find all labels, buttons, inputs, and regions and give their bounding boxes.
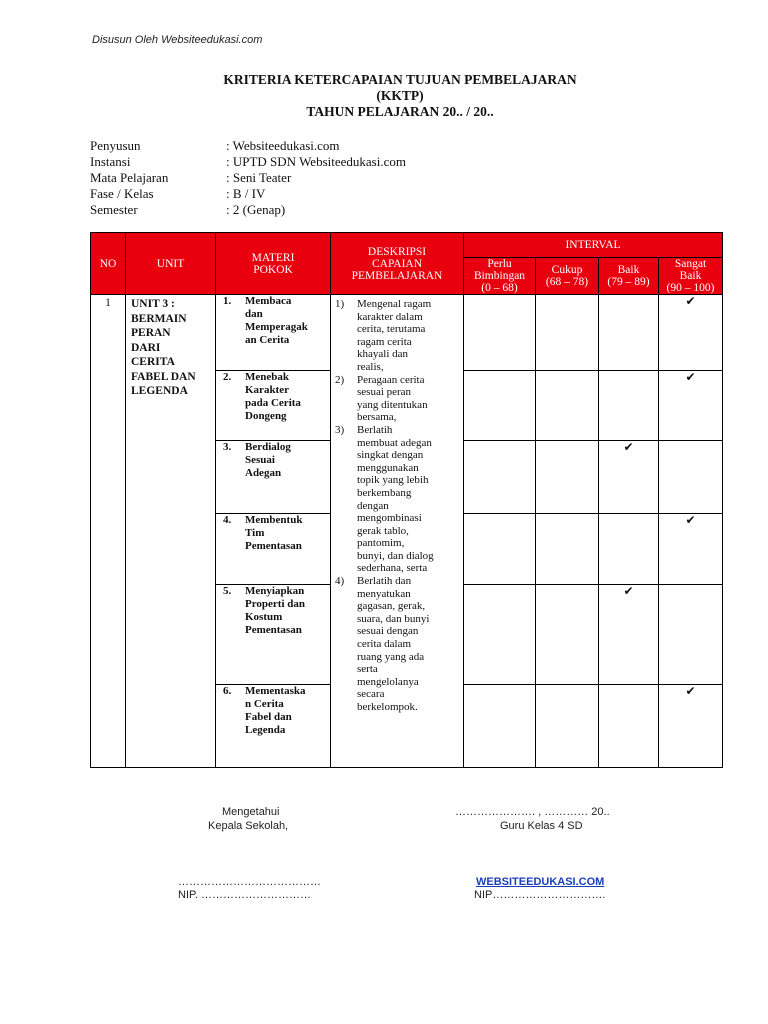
cell-baik: [599, 685, 659, 768]
deskripsi-line: menggunakan: [357, 461, 419, 474]
cell-perlu-bimbingan: [464, 514, 536, 585]
materi-number: 2.: [223, 371, 232, 383]
materi-item: [216, 295, 330, 347]
unit-line: BERMAIN: [131, 312, 187, 325]
materi-item: [216, 585, 330, 637]
title-line-3: TAHUN PELAJARAN 20.. / 20..: [306, 104, 494, 119]
materi-item: [216, 441, 330, 480]
info-row: [90, 186, 406, 202]
check-icon: ✔: [623, 440, 634, 454]
deskripsi-line: realis,: [357, 360, 384, 373]
deskripsi-line: berkelompok.: [357, 701, 418, 713]
unit-line: CERITA: [131, 356, 175, 368]
signature-left-line: …………………………………: [178, 876, 321, 888]
materi-line: Berdialog: [245, 441, 291, 453]
cell-perlu-bimbingan: [464, 585, 536, 685]
deskripsi-line: gerak tablo,: [357, 524, 409, 537]
deskripsi-line: bunyi, dan dialog: [357, 549, 434, 562]
header-perlu-bimbingan: [464, 258, 536, 295]
deskripsi-item: [335, 374, 457, 424]
signature-left-title: Mengetahui: [222, 806, 280, 818]
info-value: : Seni Teater: [226, 170, 292, 185]
materi-cell: [216, 295, 331, 371]
deskripsi-line: suara, dan bunyi: [357, 612, 430, 625]
info-value: : UPTD SDN Websiteedukasi.com: [226, 154, 406, 169]
info-label: Instansi: [90, 154, 131, 169]
info-row: [90, 154, 406, 170]
materi-line: Pementasan: [245, 624, 302, 636]
document-title: [0, 72, 768, 120]
deskripsi-line: membuat adegan: [357, 436, 432, 449]
signature-left-role: Kepala Sekolah,: [208, 820, 289, 832]
materi-item: [216, 685, 330, 737]
deskripsi-item: [335, 575, 457, 714]
materi-line: Properti dan: [245, 598, 305, 610]
cell-baik: [599, 371, 659, 441]
materi-item: [216, 371, 330, 423]
cell-sangat-baik: [659, 295, 723, 371]
deskripsi-number: 2): [335, 373, 345, 386]
deskripsi-line: bersama,: [357, 411, 397, 424]
deskripsi-line: gagasan, gerak,: [357, 600, 426, 613]
deskripsi-line: menyatukan: [357, 587, 411, 600]
check-icon: ✔: [623, 584, 634, 598]
materi-line: Karakter: [245, 384, 289, 396]
materi-number: 5.: [223, 585, 232, 597]
materi-line: pada Cerita: [245, 397, 301, 409]
materi-text: [245, 514, 325, 553]
deskripsi-line: dengan: [357, 499, 389, 512]
header-baik-line: (79 – 89): [607, 276, 650, 288]
header-sangat-line: (90 – 100): [666, 282, 715, 294]
header-sangat-baik: [659, 258, 723, 295]
header-baik-line: Baik: [617, 264, 640, 276]
cell-perlu-bimbingan: [464, 685, 536, 768]
signature-right-name-link[interactable]: WEBSITEEDUKASI.COM: [476, 876, 605, 888]
cell-cukup: [536, 585, 599, 685]
table-row: [91, 295, 723, 371]
materi-cell: [216, 371, 331, 441]
check-icon: ✔: [685, 370, 696, 384]
cell-cukup: [536, 514, 599, 585]
deskripsi-number: 3): [335, 423, 345, 436]
deskripsi-cell: [331, 295, 464, 768]
signature-right-date: …………………. , ………… 20..: [455, 806, 610, 818]
cell-perlu-bimbingan: [464, 295, 536, 371]
cell-sangat-baik: [659, 514, 723, 585]
deskripsi-line: sesuai peran: [357, 386, 412, 399]
header-deskripsi: [331, 233, 464, 295]
deskripsi-line: mengombinasi: [357, 512, 422, 525]
deskripsi-line: Peragaan cerita: [357, 373, 425, 386]
deskripsi-line: cerita, terutama: [357, 323, 426, 336]
check-icon: ✔: [685, 684, 696, 698]
header-cukup-line: Cukup: [551, 264, 583, 276]
signature-left-nip: NIP. …………………………: [178, 889, 312, 901]
materi-line: Sesuai: [245, 454, 275, 466]
header-perlu-line: (0 – 68): [481, 282, 518, 294]
unit-line: PERAN: [131, 327, 171, 339]
deskripsi-line: cerita dalam: [357, 638, 412, 651]
cell-baik: [599, 514, 659, 585]
header-no: NO: [91, 233, 126, 295]
check-icon: ✔: [685, 294, 696, 308]
header-interval: INTERVAL: [464, 233, 723, 258]
materi-number: 3.: [223, 441, 232, 453]
materi-text: [245, 371, 325, 423]
cell-sangat-baik: [659, 685, 723, 768]
deskripsi-item: [335, 424, 457, 575]
materi-text: [245, 685, 325, 737]
info-value: : Websiteedukasi.com: [226, 138, 340, 153]
materi-line: Fabel dan: [245, 711, 292, 723]
unit-line: LEGENDA: [131, 385, 188, 397]
header-cukup: [536, 258, 599, 295]
materi-number: 1.: [223, 295, 232, 307]
materi-line: Memperagak: [245, 321, 308, 333]
header-perlu-line: Perlu: [487, 258, 512, 270]
deskripsi-line: mengelolanya: [357, 675, 419, 688]
kktp-table: [90, 232, 723, 768]
cell-cukup: [536, 371, 599, 441]
info-row: [90, 202, 406, 218]
deskripsi-line: topik yang lebih: [357, 474, 429, 487]
cell-cukup: [536, 685, 599, 768]
info-value: : B / IV: [226, 186, 266, 201]
unit-line: DARI: [131, 341, 161, 354]
materi-cell: [216, 441, 331, 514]
deskripsi-line: karakter dalam: [357, 310, 423, 323]
materi-text: [245, 441, 325, 480]
header-sangat-line: Baik: [679, 270, 702, 282]
header-cukup-line: (68 – 78): [545, 276, 589, 288]
deskripsi-text: [357, 575, 453, 714]
deskripsi-line: berkembang: [357, 486, 412, 499]
materi-line: an Cerita: [245, 334, 290, 346]
cell-sangat-baik: [659, 441, 723, 514]
materi-item: [216, 514, 330, 553]
deskripsi-line: ruang yang ada: [357, 650, 425, 663]
info-label: Mata Pelajaran: [90, 170, 169, 185]
deskripsi-text: [357, 424, 453, 575]
materi-cell: [216, 585, 331, 685]
cell-sangat-baik: [659, 371, 723, 441]
materi-line: Menebak: [245, 371, 289, 383]
deskripsi-line: sederhana, serta: [357, 562, 428, 575]
materi-line: Membaca: [245, 295, 292, 307]
cell-baik: [599, 441, 659, 514]
materi-line: Kostum: [245, 611, 283, 623]
deskripsi-line: serta: [357, 663, 378, 676]
header-baik: [599, 258, 659, 295]
header-materi-line: POKOK: [253, 263, 293, 276]
cell-perlu-bimbingan: [464, 371, 536, 441]
materi-line: dan: [245, 308, 263, 320]
title-line-1: KRITERIA KETERCAPAIAN TUJUAN PEMBELAJARAN: [223, 72, 577, 87]
materi-line: Legenda: [245, 724, 286, 736]
check-icon: ✔: [685, 513, 696, 527]
row-number: 1: [91, 295, 126, 768]
deskripsi-item: [335, 298, 457, 374]
header-sangat-line: Sangat: [674, 258, 707, 270]
materi-text: [245, 295, 325, 347]
cell-cukup: [536, 441, 599, 514]
deskripsi-line: Mengenal ragam: [357, 298, 432, 310]
header-deskripsi-line: PEMBELAJARAN: [351, 269, 443, 282]
deskripsi-line: khayali dan: [357, 348, 409, 361]
signature-right-nip: NIP………………………….: [474, 889, 606, 901]
materi-line: Dongeng: [245, 410, 287, 422]
header-unit: UNIT: [126, 233, 216, 295]
deskripsi-line: yang ditentukan: [357, 398, 428, 411]
title-line-2: (KKTP): [376, 88, 424, 103]
info-label: Semester: [90, 202, 138, 217]
info-label: Penyusun: [90, 138, 141, 153]
deskripsi-line: secara: [357, 688, 385, 701]
signature-right-role: Guru Kelas 4 SD: [500, 820, 583, 832]
header-perlu-line: Bimbingan: [473, 270, 526, 282]
materi-line: Membentuk: [245, 514, 303, 526]
header-deskripsi-line: DESKRIPSI: [367, 245, 427, 258]
cell-baik: [599, 295, 659, 371]
materi-line: Adegan: [245, 467, 282, 479]
cell-perlu-bimbingan: [464, 441, 536, 514]
unit-cell: [126, 295, 216, 768]
deskripsi-line: pantomim,: [357, 537, 405, 550]
deskripsi-line: sesuai dengan: [357, 625, 419, 638]
deskripsi-text: [357, 298, 453, 374]
materi-line: Pementasan: [245, 540, 302, 552]
materi-line: n Cerita: [245, 698, 284, 710]
materi-line: Mementaska: [245, 685, 306, 697]
materi-line: Tim: [245, 527, 265, 539]
info-value: : 2 (Genap): [226, 202, 286, 217]
info-row: [90, 170, 406, 186]
materi-cell: [216, 685, 331, 768]
unit-line: UNIT 3 :: [131, 298, 175, 310]
header-materi: [216, 233, 331, 295]
cell-baik: [599, 585, 659, 685]
materi-text: [245, 585, 325, 637]
materi-number: 4.: [223, 514, 232, 526]
info-label: Fase / Kelas: [90, 186, 154, 201]
deskripsi-line: singkat dengan: [357, 449, 424, 462]
deskripsi-number: 4): [335, 575, 345, 588]
materi-line: Menyiapkan: [245, 585, 305, 597]
header-materi-line: MATERI: [251, 251, 295, 264]
unit-line: FABEL DAN: [131, 370, 196, 383]
header-deskripsi-line: CAPAIAN: [371, 257, 423, 270]
page-header-note: Disusun Oleh Websiteedukasi.com: [92, 34, 263, 46]
materi-number: 6.: [223, 685, 232, 697]
info-row: [90, 138, 406, 154]
deskripsi-line: ragam cerita: [357, 335, 412, 348]
deskripsi-line: Berlatih dan: [357, 575, 412, 588]
cell-sangat-baik: [659, 585, 723, 685]
deskripsi-number: 1): [335, 298, 345, 310]
deskripsi-line: Berlatih: [357, 423, 393, 436]
deskripsi-text: [357, 374, 453, 424]
identity-info: [90, 138, 406, 218]
cell-cukup: [536, 295, 599, 371]
materi-cell: [216, 514, 331, 585]
